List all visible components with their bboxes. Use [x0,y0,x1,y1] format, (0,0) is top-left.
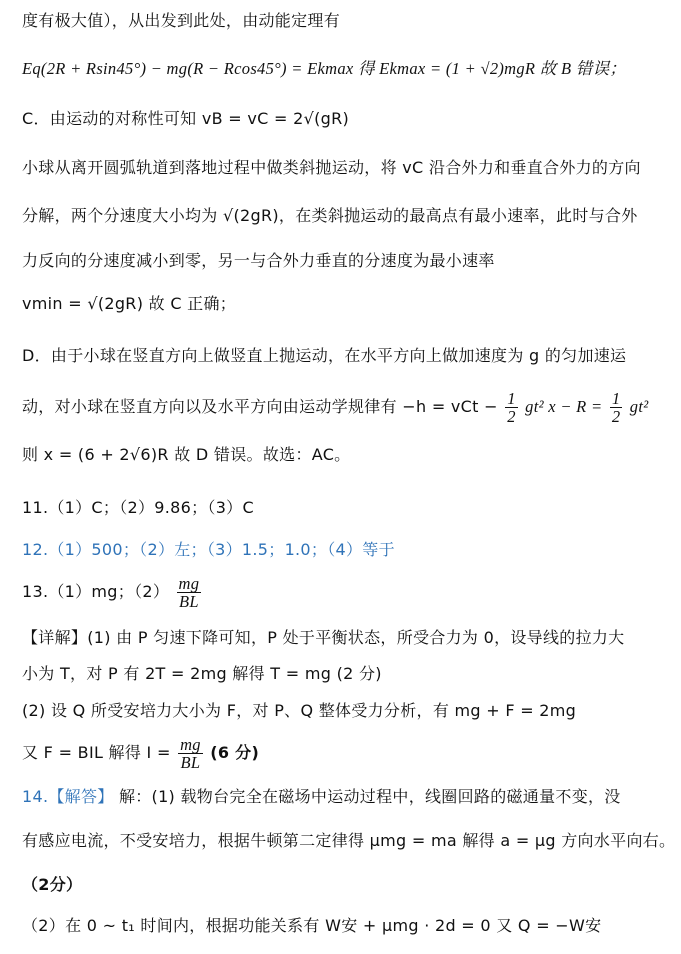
fraction-half: $\frac{1}{2}$ [507,389,516,426]
fraction-mg-bl: $\frac{mg}{BL}$ [178,574,200,611]
equation-text: gt² x − R = [525,397,603,416]
answer-11: 11.（1）C；（2）9.86；（3）C [22,498,254,517]
score-text: （2分） [22,875,83,894]
score-text: (6 分) [210,743,260,762]
answer-14 [22,786,671,808]
text-line: 力反向的分速度减小到零，另一与合外力垂直的分速度为最小速率 [22,251,495,270]
text-line: 度有极大值），从出发到此处，由动能定理有 [22,11,341,30]
answer-14-heading: 14.【解答】 [22,787,114,806]
equation-line [22,390,671,425]
fraction-mg-bl: $\frac{mg}{BL}$ [180,735,201,772]
text-line: （2）在 0 ~ t₁ 时间内，根据功能关系有 W安 + μmg · 2d = 0 又 Q = −W安 [22,916,602,935]
answer-12: 12.（1）500；（2）左；（3）1.5；1.0；（4）等于 [22,540,395,559]
text-line: 则 x = (6 + 2√6)R 故 D 错误。故选：AC。 [22,445,351,464]
text-line: (2) 设 Q 所受安培力大小为 F，对 P、Q 整体受力分析，有 mg + F = 2mg [22,701,577,720]
text-line: 分解，两个分速度大小均为 √(2gR)，在类斜抛运动的最高点有最小速率，此时与合外 [22,206,638,225]
equation-text: 动，对小球在竖直方向以及水平方向由运动学规律有 −h = vCt − [22,397,498,416]
answer-14-text: 解：(1) 载物台完全在磁场中运动过程中，线圈回路的磁通量不变，没 [118,787,621,806]
answer-13-text: 13.（1）mg；（2） [22,582,170,601]
text-line: 【详解】(1) 由 P 匀速下降可知，P 处于平衡状态，所受合力为 0，设导线的拉力大 [22,628,625,647]
text-line: 有感应电流，不受安培力，根据牛顿第二定律得 μmg = ma 解得 a = μg 方向水平向右。 [22,831,676,850]
text-line: vmin = √(2gR) 故 C 正确； [22,294,237,313]
fraction-half: $\frac{1}{2}$ [611,389,621,426]
text-line: 小为 T，对 P 有 2T = 2mg 解得 T = mg (2 分) [22,664,382,683]
equation-text: 又 F = BIL 解得 I = [22,743,171,762]
text-line: D．由于小球在竖直方向上做竖直上抛运动，在水平方向上做加速度为 g 的匀加速运 [22,346,627,365]
equation-text: gt² [629,397,649,416]
answer-13 [22,575,671,610]
text-line: C．由运动的对称性可知 vB = vC = 2√(gR) [22,109,350,128]
text-line: 小球从离开圆弧轨道到落地过程中做类斜抛运动，将 vC 沿合外力和垂直合外力的方向 [22,158,641,177]
equation-line: Eq(2R + Rsin45°) − mg(R − Rcos45°) = Ekmax 得 Ekmax = (1 + √2)mgR 故 B 错误； [22,59,627,78]
equation-line [22,736,671,771]
